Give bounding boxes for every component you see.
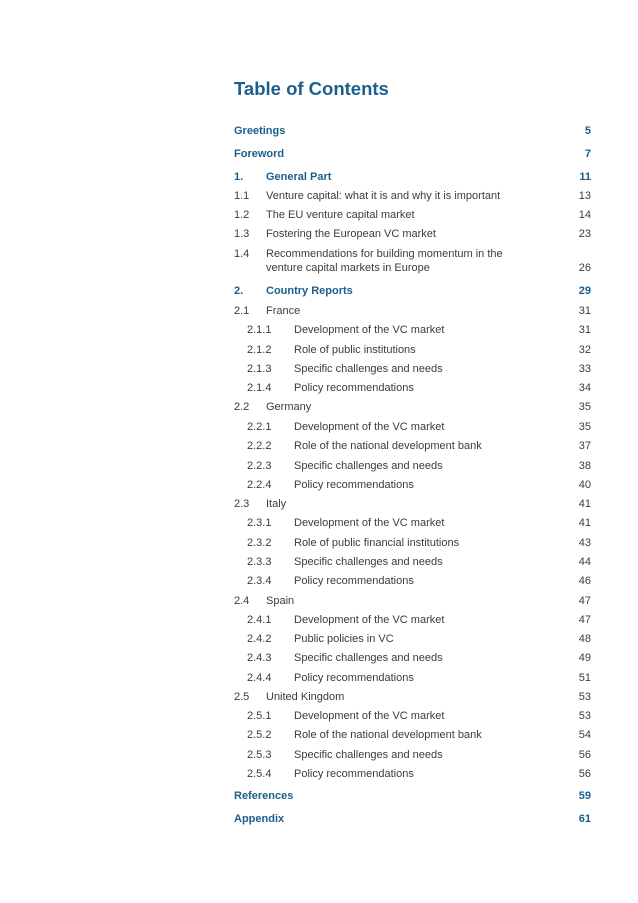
toc-entry-label <box>266 247 503 275</box>
toc-entry-label-line: Recommendations for building momentum in the <box>266 248 503 260</box>
toc-entry-number: 1. <box>234 171 244 183</box>
toc-entry-label: Specific challenges and needs <box>294 652 443 664</box>
toc-entry-number: 1.2 <box>234 209 250 221</box>
toc-entry-label: Greetings <box>234 125 286 137</box>
toc-entry[interactable] <box>234 650 591 666</box>
toc-entry-label: Public policies in VC <box>294 633 394 645</box>
page-title: Table of Contents <box>234 78 389 99</box>
toc-entry-label: Development of the VC market <box>294 614 445 626</box>
toc-entry-label: Specific challenges and needs <box>294 363 443 375</box>
toc-entry-label: Development of the VC market <box>294 324 445 336</box>
toc-entry-page: 49 <box>578 652 591 664</box>
toc-entry-page: 56 <box>578 749 591 761</box>
toc-entry-label: Specific challenges and needs <box>294 749 443 761</box>
toc-entry-number: 2.4 <box>234 595 250 607</box>
toc-entry-number: 2.4.2 <box>247 633 272 645</box>
toc-entry-page: 46 <box>578 575 591 587</box>
toc-entry-label: Role of the national development bank <box>294 440 482 452</box>
toc-entry-page: 14 <box>578 209 591 221</box>
toc-entry-label: Development of the VC market <box>294 517 445 529</box>
toc-entry-appendix[interactable] <box>234 811 591 827</box>
toc-entry-page: 51 <box>578 672 591 684</box>
toc-entry[interactable] <box>234 670 591 686</box>
toc-entry-number: 2.5.4 <box>247 768 272 780</box>
toc-entry-number: 1.1 <box>234 190 250 202</box>
toc-entry-page: 54 <box>578 729 591 741</box>
toc-entry-number: 2.1 <box>234 305 250 317</box>
toc-entry-page: 41 <box>578 498 591 510</box>
toc-entry[interactable] <box>234 399 591 415</box>
toc-entry-page: 34 <box>578 382 591 394</box>
toc-entry-page: 53 <box>578 710 591 722</box>
toc-entry-label: Appendix <box>234 813 285 825</box>
toc-entry-number: 2.2.2 <box>247 440 272 452</box>
toc-entry[interactable] <box>234 554 591 570</box>
toc-entry-label: Development of the VC market <box>294 710 445 722</box>
toc-entry-label: Policy recommendations <box>294 382 414 394</box>
toc-entry-label: Policy recommendations <box>294 575 414 587</box>
toc-entry-country-reports[interactable] <box>234 283 591 299</box>
toc-entry-number: 2.2.4 <box>247 479 272 491</box>
toc-entry-number: 2.3.2 <box>247 537 272 549</box>
toc-entry-number: 2.2.1 <box>247 421 272 433</box>
toc-entry-number: 2.1.4 <box>247 382 272 394</box>
toc-entry-number: 2.3.4 <box>247 575 272 587</box>
toc-entry-page: 7 <box>584 148 591 160</box>
toc-entry[interactable] <box>234 708 591 724</box>
toc-entry-number: 2.2 <box>234 401 250 413</box>
toc-entry-number: 2.3 <box>234 498 250 510</box>
toc-entry[interactable] <box>234 322 591 338</box>
toc-entry-label: Venture capital: what it is and why it is important <box>266 190 501 202</box>
toc-entry-page: 59 <box>578 790 591 802</box>
toc-entry[interactable] <box>234 747 591 763</box>
toc-entry-label: France <box>266 305 301 317</box>
toc-entry-page: 53 <box>578 691 591 703</box>
toc-entry-foreword[interactable] <box>234 146 591 162</box>
toc-entry-page: 32 <box>578 344 591 356</box>
toc-entry-label: Development of the VC market <box>294 421 445 433</box>
toc-entry-label: Role of public financial institutions <box>294 537 460 549</box>
toc-entry-page: 47 <box>578 595 591 607</box>
toc-entry-page: 35 <box>578 421 591 433</box>
toc-entry-number: 2.4.3 <box>247 652 272 664</box>
toc-entry-page: 35 <box>578 401 591 413</box>
toc-entry[interactable] <box>234 246 591 276</box>
toc-entry-label: Policy recommendations <box>294 479 414 491</box>
toc-entry-label: General Part <box>266 171 332 183</box>
toc-entry-number: 2.5.1 <box>247 710 272 722</box>
toc-entry-page: 5 <box>584 125 591 137</box>
toc-entry-number: 2.1.1 <box>247 324 272 336</box>
toc-entry-number: 1.4 <box>234 248 250 260</box>
toc-entry[interactable] <box>234 207 591 223</box>
toc-entry-page: 61 <box>578 813 591 825</box>
toc-entry-number: 2.5.3 <box>247 749 272 761</box>
toc-entry-number: 2.5 <box>234 691 250 703</box>
toc-entry-page: 40 <box>578 479 591 491</box>
toc-entry-number: 2.1.2 <box>247 344 272 356</box>
toc-entry-label: Fostering the European VC market <box>266 228 436 240</box>
toc-entry[interactable] <box>234 303 591 319</box>
toc-entry[interactable] <box>234 515 591 531</box>
toc-entry-label: Country Reports <box>266 285 353 297</box>
toc-entry[interactable] <box>234 380 591 396</box>
toc-entry[interactable] <box>234 631 591 647</box>
toc-entry-number: 2.4.4 <box>247 672 272 684</box>
toc-entry-page: 29 <box>578 285 591 297</box>
toc-entry-label: The EU venture capital market <box>266 209 415 221</box>
toc-entry-number: 2.5.2 <box>247 729 272 741</box>
toc-entry-page: 23 <box>578 228 591 240</box>
toc-entry[interactable] <box>234 535 591 551</box>
toc-entry[interactable] <box>234 593 591 609</box>
toc-entry-label: Specific challenges and needs <box>294 556 443 568</box>
toc-entry-label: Specific challenges and needs <box>294 460 443 472</box>
toc-entry-page: 33 <box>578 363 591 375</box>
toc-entry-number: 2.2.3 <box>247 460 272 472</box>
toc-entry-page: 31 <box>578 324 591 336</box>
toc-entry-page: 41 <box>578 517 591 529</box>
toc-entry-label: Foreword <box>234 148 285 160</box>
toc-entry-label-line: venture capital markets in Europe <box>266 262 430 274</box>
toc-entry-number: 2.1.3 <box>247 363 272 375</box>
toc-entry-label: Germany <box>266 401 312 413</box>
toc-entry-label: Policy recommendations <box>294 768 414 780</box>
toc-entry-page: 26 <box>578 262 591 274</box>
toc-entry[interactable] <box>234 573 591 589</box>
toc-entry-page: 38 <box>578 460 591 472</box>
toc-entry-references[interactable] <box>234 788 591 804</box>
toc-entry[interactable] <box>234 361 591 377</box>
toc-entry-label: United Kingdom <box>266 691 345 703</box>
toc-entry-label: Role of the national development bank <box>294 729 482 741</box>
toc-entry[interactable] <box>234 689 591 705</box>
toc-entry-number: 2.3.1 <box>247 517 272 529</box>
toc-entry-number: 2.4.1 <box>247 614 272 626</box>
toc-entry-label: References <box>234 790 294 802</box>
toc-entry-page: 44 <box>578 556 591 568</box>
toc-entry[interactable] <box>234 342 591 358</box>
toc-entry[interactable] <box>234 766 591 782</box>
toc-entry-page: 48 <box>578 633 591 645</box>
toc-entry-page: 56 <box>578 768 591 780</box>
toc-entry[interactable] <box>234 226 591 242</box>
toc-entry-label: Spain <box>266 595 295 607</box>
toc-entry-page: 43 <box>578 537 591 549</box>
toc-entry[interactable] <box>234 496 591 512</box>
toc-entry[interactable] <box>234 458 591 474</box>
toc-entry-page: 31 <box>578 305 591 317</box>
toc-entry[interactable] <box>234 188 591 204</box>
toc-entry[interactable] <box>234 419 591 435</box>
toc-entry[interactable] <box>234 477 591 493</box>
toc-entry-page: 13 <box>578 190 591 202</box>
toc-entry[interactable] <box>234 438 591 454</box>
toc-entry-page: 47 <box>578 614 591 626</box>
toc-entry-number: 2. <box>234 285 244 297</box>
toc-entry[interactable] <box>234 612 591 628</box>
toc-entry-greetings[interactable] <box>234 123 591 139</box>
toc-entry-number: 2.3.3 <box>247 556 272 568</box>
toc-entry-label: Role of public institutions <box>294 344 416 356</box>
toc-entry-general-part[interactable] <box>234 169 591 185</box>
toc-entry-page: 11 <box>579 171 591 183</box>
toc-entry-label: Italy <box>266 498 287 510</box>
toc-entry-page: 37 <box>578 440 591 452</box>
toc-entry-label: Policy recommendations <box>294 672 414 684</box>
toc-entry[interactable] <box>234 727 591 743</box>
toc-entry-number: 1.3 <box>234 228 250 240</box>
